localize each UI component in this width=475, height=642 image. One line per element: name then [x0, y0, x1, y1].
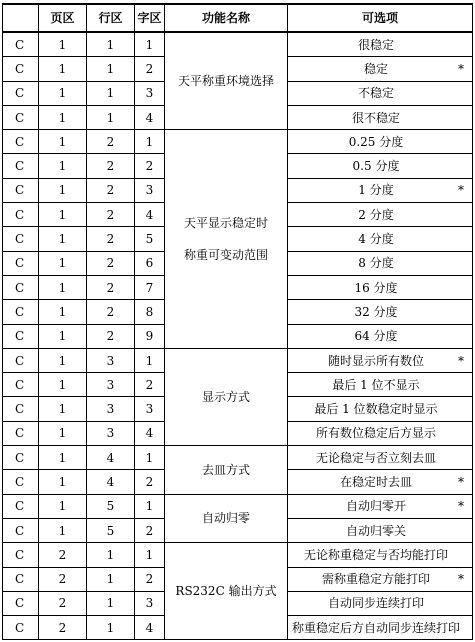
cell-row: 4: [87, 470, 135, 494]
option-cell: [288, 32, 473, 57]
option-label: 稳定: [363, 61, 388, 76]
cell-col0: C: [3, 373, 39, 397]
cell-char: 5: [135, 227, 165, 251]
cell-row: 1: [87, 32, 135, 57]
cell-char: 6: [135, 251, 165, 275]
option-label: 很稳定: [357, 37, 394, 52]
option-label: 最后 1 位不显示: [332, 377, 420, 392]
table-row: [3, 446, 473, 470]
cell-row: 2: [87, 251, 135, 275]
cell-page: 1: [39, 446, 87, 470]
cell-col0: C: [3, 275, 39, 299]
cell-char: 1: [135, 348, 165, 372]
function-name-line: 自动归零: [201, 511, 250, 526]
cell-page: 2: [39, 616, 87, 640]
function-name: [165, 543, 288, 640]
cell-row: 2: [87, 227, 135, 251]
cell-page: 1: [39, 348, 87, 372]
cell-page: 1: [39, 32, 87, 57]
option-label: 很不稳定: [351, 110, 400, 125]
cell-page: 1: [39, 178, 87, 202]
cell-row: 2: [87, 178, 135, 202]
cell-row: 1: [87, 591, 135, 615]
cell-char: 3: [135, 81, 165, 105]
cell-char: 2: [135, 373, 165, 397]
option-cell: [288, 421, 473, 445]
cell-row: 1: [87, 57, 135, 81]
default-marker: *: [458, 183, 464, 198]
option-cell: [288, 543, 473, 567]
option-label: 16 分度: [354, 280, 398, 295]
default-marker: *: [458, 353, 464, 368]
table-row: [3, 32, 473, 57]
header-col0: [3, 4, 39, 32]
cell-page: 2: [39, 543, 87, 567]
header-options: 可选项: [288, 4, 473, 32]
cell-char: 2: [135, 567, 165, 591]
cell-page: 1: [39, 130, 87, 154]
cell-row: 3: [87, 373, 135, 397]
option-label: 0.5 分度: [352, 159, 400, 174]
cell-char: 1: [135, 32, 165, 57]
settings-table: [2, 3, 473, 640]
option-label: 1 分度: [358, 183, 394, 198]
cell-page: 1: [39, 300, 87, 324]
cell-col0: C: [3, 446, 39, 470]
cell-col0: C: [3, 567, 39, 591]
cell-page: 1: [39, 154, 87, 178]
option-label: 2 分度: [358, 207, 394, 222]
cell-col0: C: [3, 543, 39, 567]
default-marker: *: [458, 61, 464, 76]
cell-row: 1: [87, 616, 135, 640]
option-cell: [288, 227, 473, 251]
function-name-line: RS232C 输出方式: [175, 584, 277, 599]
option-label: 称重稳定后方自动同步连续打印: [291, 620, 460, 635]
option-cell: [288, 300, 473, 324]
cell-col0: C: [3, 518, 39, 542]
header-function: 功能名称: [165, 4, 288, 32]
cell-row: 2: [87, 203, 135, 227]
cell-char: 4: [135, 616, 165, 640]
cell-char: 2: [135, 470, 165, 494]
option-label: 8 分度: [358, 256, 394, 271]
cell-col0: C: [3, 251, 39, 275]
option-label: 32 分度: [354, 304, 398, 319]
option-cell: [288, 203, 473, 227]
cell-col0: C: [3, 57, 39, 81]
cell-char: 3: [135, 591, 165, 615]
cell-page: 1: [39, 518, 87, 542]
cell-row: 3: [87, 421, 135, 445]
option-cell: [288, 470, 473, 494]
option-label: 所有数位稳定后方显示: [315, 426, 436, 441]
cell-col0: C: [3, 397, 39, 421]
function-name-line: 天平称重环境选择: [177, 74, 274, 89]
cell-row: 5: [87, 518, 135, 542]
option-cell: [288, 154, 473, 178]
function-name: [165, 348, 288, 445]
option-label: 64 分度: [354, 329, 398, 344]
function-name-line: 显示方式: [201, 389, 250, 404]
option-cell: [288, 616, 473, 640]
option-cell: [288, 494, 473, 518]
cell-row: 1: [87, 567, 135, 591]
cell-row: 1: [87, 105, 135, 129]
cell-char: 4: [135, 421, 165, 445]
option-cell: [288, 591, 473, 615]
table-row: [3, 494, 473, 518]
function-name: [165, 446, 288, 495]
function-name-line: 称重可变动范围: [183, 248, 268, 263]
option-cell: [288, 518, 473, 542]
cell-col0: C: [3, 203, 39, 227]
cell-page: 1: [39, 203, 87, 227]
cell-page: 1: [39, 81, 87, 105]
option-cell: [288, 446, 473, 470]
option-cell: [288, 275, 473, 299]
cell-col0: C: [3, 300, 39, 324]
cell-row: 2: [87, 324, 135, 348]
option-cell: [288, 373, 473, 397]
cell-page: 1: [39, 373, 87, 397]
function-name-line: 去皿方式: [201, 462, 250, 477]
option-cell: [288, 348, 473, 372]
option-cell: [288, 81, 473, 105]
option-label: 随时显示所有数位: [327, 353, 424, 368]
function-name: [165, 494, 288, 543]
cell-row: 2: [87, 300, 135, 324]
option-cell: [288, 178, 473, 202]
cell-page: 1: [39, 275, 87, 299]
cell-col0: C: [3, 105, 39, 129]
option-cell: [288, 397, 473, 421]
cell-char: 1: [135, 494, 165, 518]
option-cell: [288, 567, 473, 591]
function-name: [165, 32, 288, 130]
function-name-line: 天平显示稳定时: [183, 216, 268, 231]
cell-row: 4: [87, 446, 135, 470]
cell-col0: C: [3, 81, 39, 105]
option-cell: [288, 324, 473, 348]
header-char: 字区: [135, 4, 165, 32]
cell-char: 8: [135, 300, 165, 324]
cell-page: 1: [39, 421, 87, 445]
option-cell: [288, 57, 473, 81]
table-row: [3, 348, 473, 372]
cell-page: 1: [39, 57, 87, 81]
cell-char: 4: [135, 105, 165, 129]
default-marker: *: [458, 474, 464, 489]
option-cell: [288, 105, 473, 129]
cell-col0: C: [3, 130, 39, 154]
cell-col0: C: [3, 227, 39, 251]
option-label: 自动归零开: [345, 499, 406, 514]
cell-char: 1: [135, 130, 165, 154]
cell-page: 1: [39, 397, 87, 421]
option-label: 无论称重稳定与否均能打印: [303, 547, 448, 562]
cell-page: 1: [39, 324, 87, 348]
option-label: 最后 1 位数稳定时显示: [314, 402, 438, 417]
cell-col0: C: [3, 324, 39, 348]
option-cell: [288, 251, 473, 275]
cell-page: 1: [39, 470, 87, 494]
cell-page: 2: [39, 591, 87, 615]
cell-col0: C: [3, 32, 39, 57]
cell-char: 1: [135, 446, 165, 470]
cell-col0: C: [3, 616, 39, 640]
option-label: 需称重稳定方能打印: [321, 572, 430, 587]
cell-row: 1: [87, 81, 135, 105]
function-name: [165, 130, 288, 349]
cell-page: 2: [39, 567, 87, 591]
cell-col0: C: [3, 154, 39, 178]
header-page: 页区: [39, 4, 87, 32]
cell-char: 9: [135, 324, 165, 348]
cell-page: 1: [39, 494, 87, 518]
cell-row: 5: [87, 494, 135, 518]
cell-char: 2: [135, 57, 165, 81]
option-label: 在稳定时去皿: [339, 474, 412, 489]
cell-row: 3: [87, 397, 135, 421]
cell-col0: C: [3, 178, 39, 202]
cell-page: 1: [39, 251, 87, 275]
default-marker: *: [458, 572, 464, 587]
cell-char: 3: [135, 178, 165, 202]
cell-col0: C: [3, 591, 39, 615]
cell-char: 3: [135, 397, 165, 421]
cell-row: 2: [87, 130, 135, 154]
option-label: 无论稳定与否立刻去皿: [315, 450, 436, 465]
option-label: 自动归零关: [345, 523, 406, 538]
option-label: 自动同步连续打印: [327, 596, 424, 611]
cell-row: 1: [87, 543, 135, 567]
cell-col0: C: [3, 421, 39, 445]
table-row: [3, 130, 473, 154]
cell-char: 4: [135, 203, 165, 227]
option-cell: [288, 130, 473, 154]
header-row: [3, 4, 473, 32]
cell-row: 2: [87, 154, 135, 178]
cell-col0: C: [3, 494, 39, 518]
table-row: [3, 543, 473, 567]
cell-char: 2: [135, 518, 165, 542]
default-marker: *: [458, 499, 464, 514]
option-label: 0.25 分度: [348, 134, 404, 149]
cell-row: 3: [87, 348, 135, 372]
header-row-area: 行区: [87, 4, 135, 32]
cell-row: 2: [87, 275, 135, 299]
cell-char: 2: [135, 154, 165, 178]
cell-col0: C: [3, 470, 39, 494]
cell-page: 1: [39, 227, 87, 251]
cell-char: 7: [135, 275, 165, 299]
cell-page: 1: [39, 105, 87, 129]
option-label: 4 分度: [358, 232, 394, 247]
cell-char: 1: [135, 543, 165, 567]
cell-col0: C: [3, 348, 39, 372]
option-label: 不稳定: [357, 86, 394, 101]
